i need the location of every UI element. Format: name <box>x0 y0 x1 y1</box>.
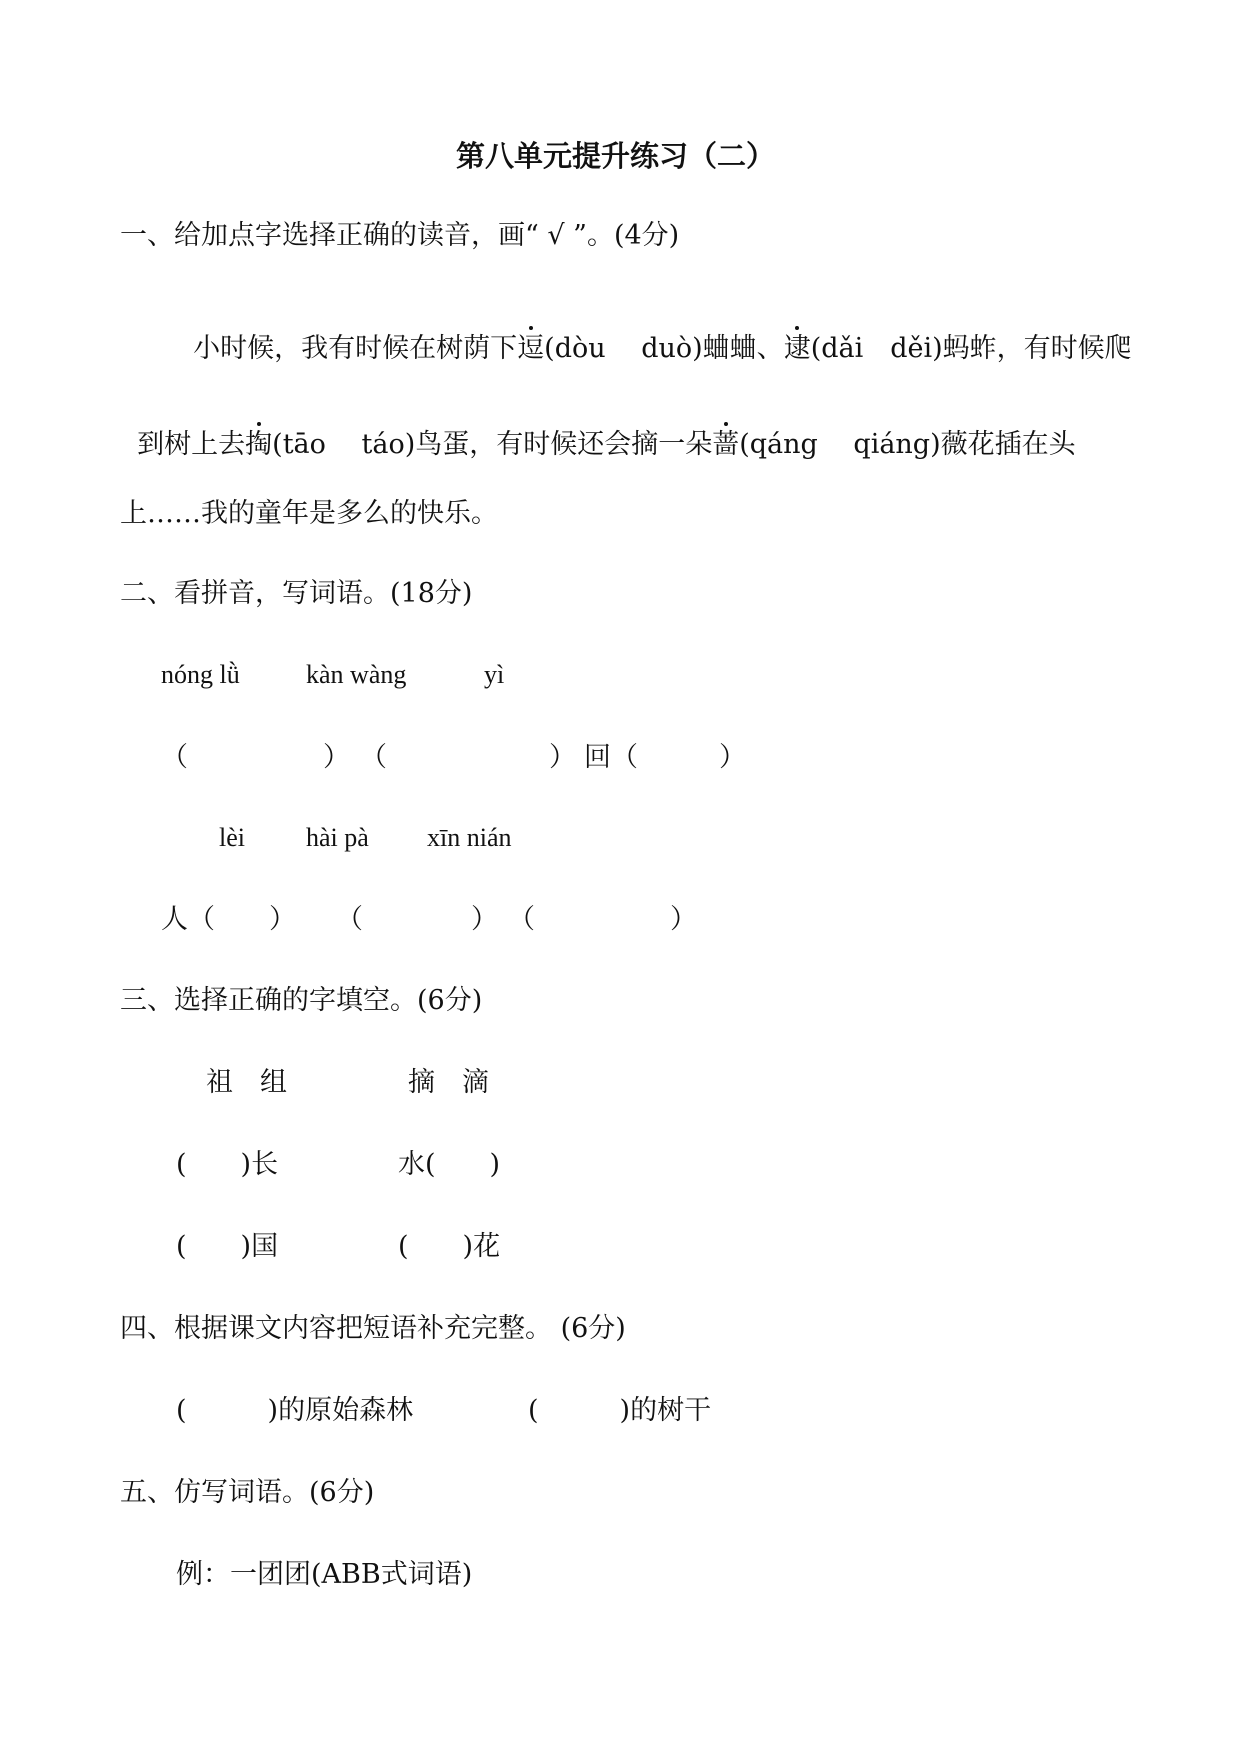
q4-heading: 四、根据课文内容把短语补充完整。 (6分) <box>120 1313 626 1344</box>
q3-fill-guo: ( )国 <box>176 1231 279 1262</box>
pinyin-hai-pa: hài pà <box>306 823 369 852</box>
q3-fill-hua: ( )花 <box>398 1231 501 1262</box>
q1-line-3: 上……我的童年是多么的快乐。 <box>120 498 498 529</box>
q1-line-2-text-c: (qáng qiáng)薇花插在头 <box>739 429 1076 460</box>
pinyin-lei: lèi <box>219 823 245 852</box>
answer-blank-1: （ ） <box>161 742 350 773</box>
q1-heading: 一、给加点字选择正确的读音，画“ √ ”。(4分) <box>120 220 680 251</box>
q3-choices-2: 摘 滴 <box>408 1067 489 1098</box>
q5-heading: 五、仿写词语。(6分) <box>120 1477 375 1508</box>
answer-blank-2: （ ） <box>360 742 576 773</box>
q1-line-1 <box>176 308 1132 362</box>
q2-heading: 二、看拼音，写词语。(18分) <box>120 578 473 609</box>
dotted-char-tao: 掏 <box>245 429 273 460</box>
answer-blank-3: 回（ ） <box>584 742 746 773</box>
answer-blank-4: 人（ ） <box>161 904 296 935</box>
dotted-char-dai: 逮 <box>783 333 811 364</box>
page-title: 第八单元提升练习（二） <box>456 139 776 173</box>
answer-blank-5: （ ） <box>336 904 498 935</box>
q3-fill-zhang: ( )长 <box>176 1149 279 1180</box>
pinyin-yi: yì <box>484 660 505 689</box>
q4-phrase-forest: ( )的原始森林 <box>176 1395 414 1426</box>
pinyin-xin-nian: xīn nián <box>427 823 512 852</box>
q1-line-2-text-b: (tāo táo)鸟蛋，有时候还会摘一朵 <box>272 429 713 460</box>
dotted-char-qiang: 蔷 <box>712 429 740 460</box>
q4-phrase-trunk: ( )的树干 <box>528 1395 712 1426</box>
dotted-char-dou: 逗 <box>517 333 545 364</box>
q3-choices-1: 祖 组 <box>206 1067 287 1098</box>
pinyin-kan-wang: kàn wàng <box>306 660 407 689</box>
q1-line-1-text-a: 小时候，我有时候在树荫下 <box>193 333 518 364</box>
q1-line-1-text-b: (dòu duò)蛐蛐、 <box>544 333 784 364</box>
q3-fill-shui: 水( ) <box>398 1149 501 1180</box>
q1-line-2 <box>120 404 1076 458</box>
pinyin-nong-lv: nóng lǜ <box>161 660 240 689</box>
q1-line-1-text-c: (dǎi děi)蚂蚱，有时候爬 <box>810 333 1132 364</box>
q5-example: 例：一团团(ABB式词语) <box>176 1559 473 1590</box>
q1-line-2-text-a: 到树上去 <box>137 429 246 460</box>
q3-heading: 三、选择正确的字填空。(6分) <box>120 985 483 1016</box>
answer-blank-6: （ ） <box>508 904 697 935</box>
